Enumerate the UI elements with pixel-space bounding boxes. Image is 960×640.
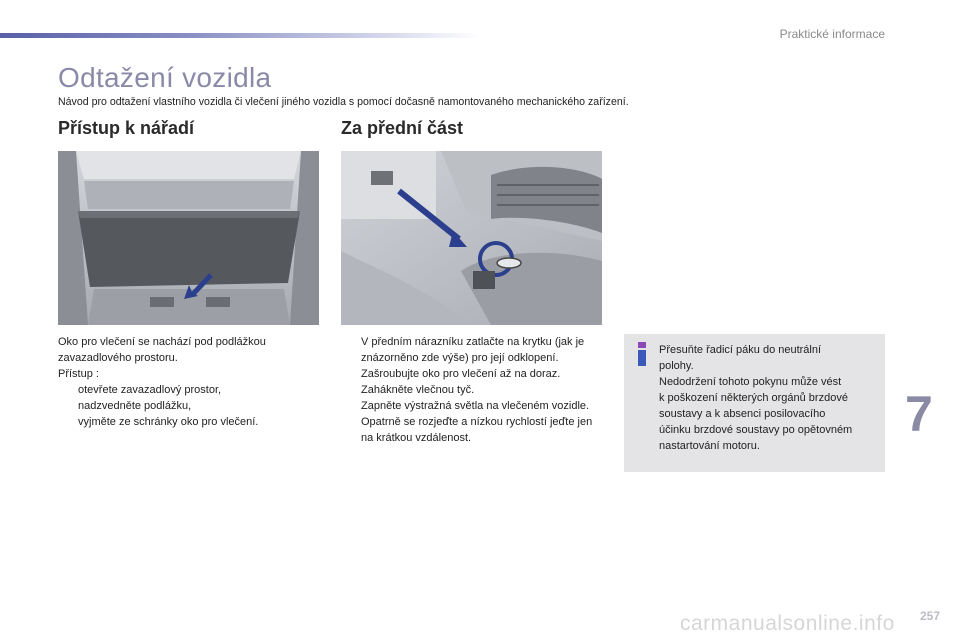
bullet-icon [341,334,361,366]
access-label: Přístup : [58,368,99,380]
bullet-icon [341,414,361,446]
bullet-icon [341,366,361,382]
list-item: Zapněte výstražná světla na vlečeném vozidle. [341,398,606,414]
tool-location-paragraph: Oko pro vlečení se nachází pod podlážkou zavazadlového prostoru. [58,336,266,364]
list-item: vyjměte ze schránky oko pro vlečení. [58,414,308,430]
bullet-icon [341,398,361,414]
heading-front-towing: Za přední část [341,118,464,138]
intro-text: Návod pro odtažení vlastního vozidla či vlečení jiného vozidla s pomocí dočasně namontovaného mechanického zařízení. [58,96,629,108]
list-item: nadzvedněte podlážku, [58,398,308,414]
page-title: Odtažení vozidla [58,62,272,93]
list-item: Opatrně se rozjeďte a nízkou rychlostí jeďte jen na krátkou vzdálenost. [341,414,606,446]
tool-access-text [58,334,308,430]
watermark: carmanualsonline.info [680,612,895,635]
heading-tool-access: Přístup k nářadí [58,118,195,138]
info-icon [635,342,649,366]
info-note [624,334,885,472]
section-header: Praktické informace [779,27,885,41]
front-bumper-illustration [341,151,602,325]
page-number: 257 [919,609,940,623]
info-text: Přesuňte řadicí páku do neutrální polohy. Nedodržení tohoto pokynu může vést k poškození některých orgánů brzdové soustavy a k absenci posilovacího účinku brzdové soustavy po opětovném nastartování motoru. [659,344,853,452]
trunk-illustration [58,151,319,325]
bullet-icon [341,382,361,398]
list-item: Zahákněte vlečnou tyč. [341,382,606,398]
list-item: otevřete zavazadlový prostor, [58,382,308,398]
header-accent-bar [0,33,480,38]
bullet-icon [58,382,78,398]
list-item: V předním nárazníku zatlačte na krytku (jak je znázorněno zde výše) pro její odklopení. [341,334,606,366]
front-towing-steps [341,334,606,446]
bullet-icon [58,398,78,414]
list-item: Zašroubujte oko pro vlečení až na doraz. [341,366,606,382]
chapter-number: 7 [905,386,933,442]
bullet-icon [58,414,78,430]
